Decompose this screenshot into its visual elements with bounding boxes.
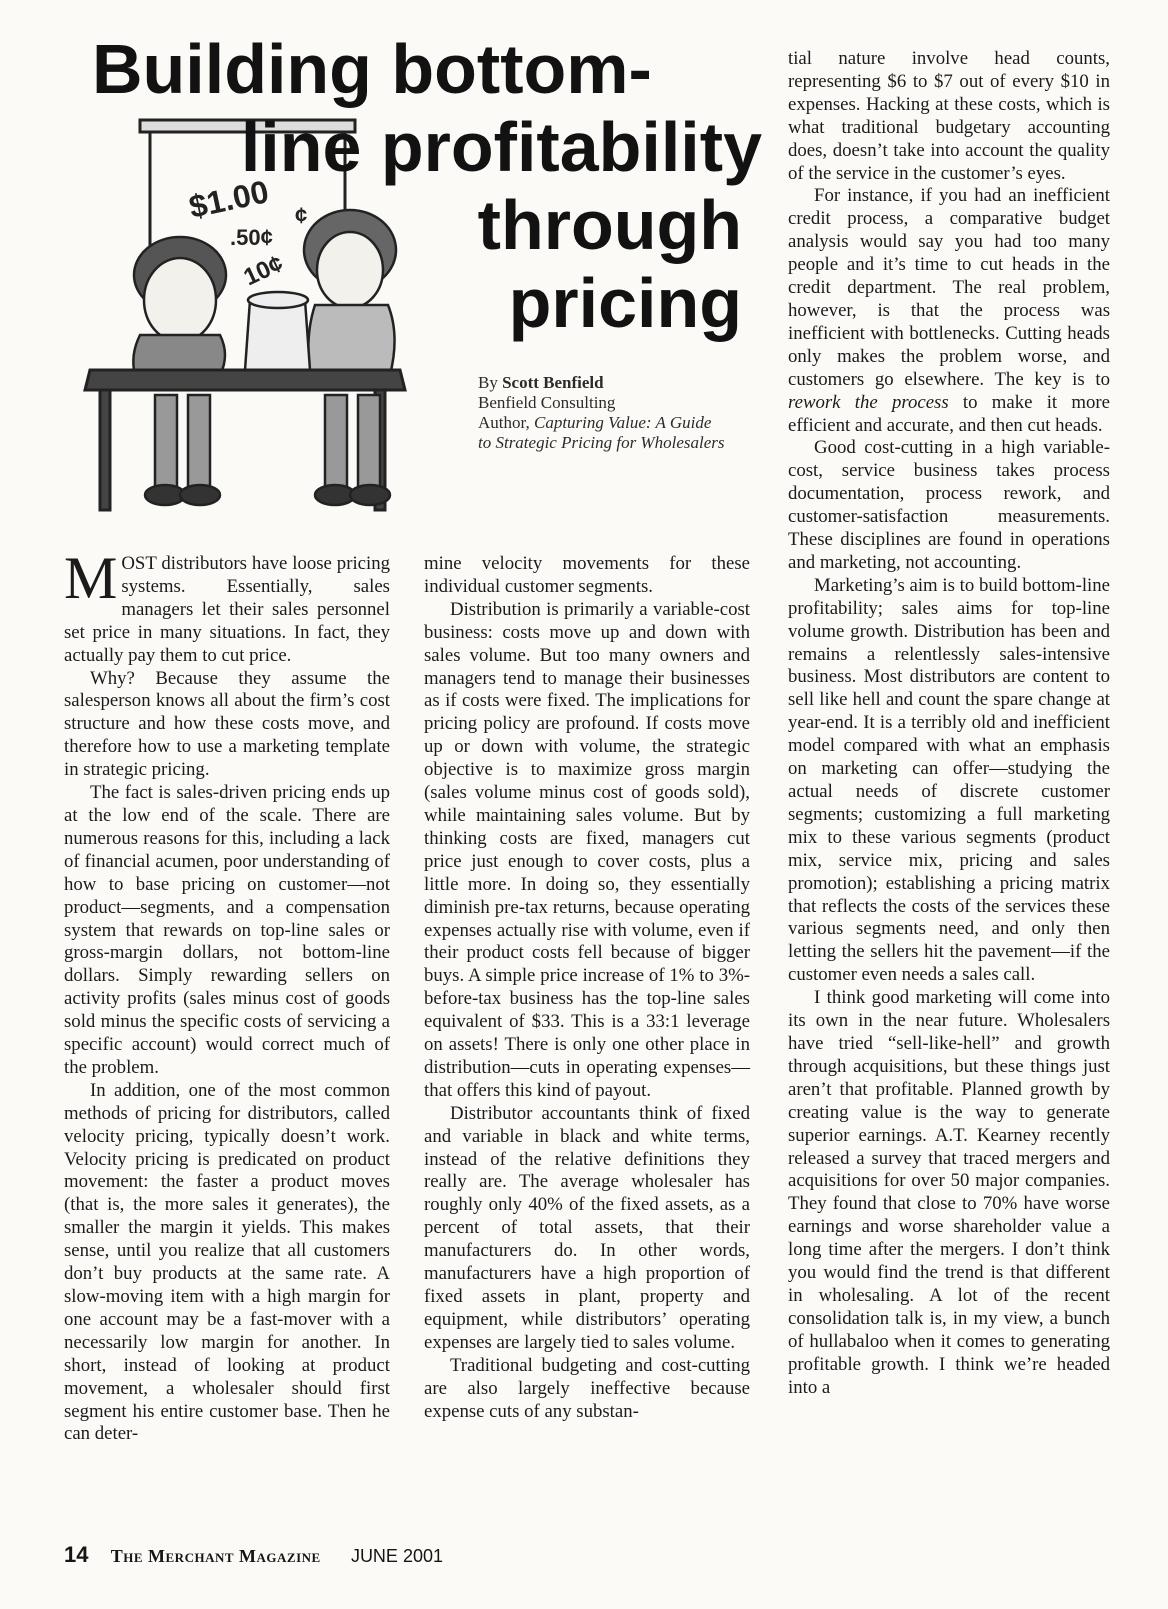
paragraph: Good cost-cutting in a high variable-cost, service business takes process documentation, process rework, and customer-satisfaction measurements. These disciplines are found in operations and marketing, not accounting. bbox=[788, 437, 1110, 573]
paragraph: For instance, if you had an inefficient credit process, a comparative budget analysis would say you had too many people and it’s time to cut heads in the credit department. The real problem, however, is that the process was inefficient with bottlenecks. Cutting heads only makes the problem worse, and customers go elsewhere. The key is to rework the process to make it more efficient and accurate, and then cut heads. bbox=[788, 185, 1110, 436]
paragraph: tial nature involve head counts, representing $6 to $7 out of every $10 in expenses. Hacking at these costs, which is what traditional budgetary accounting does, doesn’t take into account the quality of the service in the customer’s eyes. bbox=[788, 48, 1110, 184]
article-title bbox=[72, 30, 762, 342]
page-footer bbox=[64, 1542, 443, 1568]
title-line-1: Building bottom- bbox=[92, 30, 652, 108]
paragraph: MOST distributors have loose pricing systems. Essentially, sales managers let their sales personnel set price in many situations. In fact, they actually pay them to cut price. bbox=[64, 545, 390, 666]
byline bbox=[478, 373, 758, 453]
author-name: Scott Benfield bbox=[502, 373, 604, 392]
sign-price-1: $1.00 bbox=[185, 173, 272, 226]
paragraph: The fact is sales-driven pricing ends up at the low end of the scale. There are numerous reasons for this, including a lack of financial acumen, poor understanding of how to base pricing on customer—not product—segments, and a compensation system that rewards on top-line sales or gross-margin dollars, not bottom-line dollars. Simply rewarding sellers on activity profits (sales minus cost of goods sold minus the specific costs of servicing a specific account) would correct much of the problem. bbox=[64, 782, 390, 1078]
paragraph: Why? Because they assume the salesperson knows all about the firm’s cost structure and how these costs move, and therefore how to use a marketing template in strategic pricing. bbox=[64, 667, 390, 781]
title-line-2: line profitability bbox=[240, 108, 762, 186]
column-2 bbox=[424, 553, 750, 1423]
page-number: 14 bbox=[64, 1542, 89, 1567]
paragraph: Traditional budgeting and cost-cutting are also largely ineffective because expense cuts of any substan- bbox=[424, 1354, 750, 1422]
author-company: Benfield Consulting bbox=[478, 393, 616, 412]
column-3 bbox=[788, 48, 1110, 1399]
paragraph: Distributor accountants think of fixed and variable in black and white terms, instead of the relative definitions they really are. The average wholesaler has roughly only 40% of the fixed assets, as a percent of total assets, that their manufacturers do. In other words, manufacturers have a high proportion of fixed assets in plant, property and equipment, while distributors’ operating expenses are largely tied to sales volume. bbox=[424, 1102, 750, 1353]
sign-price-3: 10¢ bbox=[239, 249, 288, 292]
title-line-3: through bbox=[477, 186, 742, 264]
sign-price-2: .50¢ bbox=[230, 225, 273, 250]
author-prefix: Author, bbox=[478, 413, 530, 432]
sign-price-4: ¢ bbox=[295, 203, 308, 228]
drop-cap: M bbox=[64, 545, 118, 611]
paragraph: Marketing’s aim is to build bottom-line profitability; sales aims for top-line volume growth. Distribution has been and remains a relentlessly sales-intensive business. Most distributors are content to sell like hell and count the spare change at year-end. It is a terribly old and inefficient model compared with what an emphasis on marketing can offer—studying the actual needs of discrete customer segments; customizing a full marketing mix to these various segments (product mix, service mix, pricing and sales promotion); establishing a pricing matrix that reflects the costs of the services these various segments need, and only then letting the sellers hit the pavement—if the customer even needs a sales call. bbox=[788, 574, 1110, 986]
issue-date: JUNE 2001 bbox=[350, 1546, 443, 1566]
byline-by: By bbox=[478, 373, 498, 392]
column-1 bbox=[64, 545, 390, 1446]
book-title-2: to Strategic Pricing for Wholesalers bbox=[478, 433, 725, 452]
paragraph: I think good marketing will come into its own in the near future. Wholesalers have tried “sell-like-hell” and growth through acquisitions, but these things just aren’t that profitable. Planned growth by creating value is the way to generate superior earnings. A.T. Kearney recently released a survey that traced mergers and acquisitions for over 50 major companies. They found that close to 70% have worse earnings and worse shareholder value a long time after the mergers. I don’t think you would find the trend is that different in wholesaling. A lot of the recent consolidation talk is, in my view, a bunch of hullabaloo when it comes to generating profitable growth. I think we’re headed into a bbox=[788, 987, 1110, 1398]
paragraph: mine velocity movements for these individual customer segments. bbox=[424, 553, 750, 597]
magazine-name: The Merchant Magazine bbox=[110, 1546, 321, 1566]
paragraph: Distribution is primarily a variable-cost business: costs move up and down with sales volume. But too many owners and managers tend to manage their businesses as if costs were fixed. The implications for pricing policy are profound. If costs move up or down with volume, the strategic objective is to maximize gross margin (sales volume minus cost of goods sold), while maintaining sales volume. But by thinking costs are fixed, managers cut price just enough to cover costs, plus a little more. In doing so, they essentially diminish pre-tax returns, because operating expenses actually rise with volume, even if their product costs fell because of bigger buys. A simple price increase of 1% to 3%-before-tax business has the top-line sales equivalent of $33. This is a 33:1 leverage on assets! There is only one other place in distribution—cuts in operating expenses—that offers this kind of payout. bbox=[424, 598, 750, 1101]
paragraph: In addition, one of the most common methods of pricing for distributors, called velocity pricing, typically doesn’t work. Velocity pricing is predicated on product movement: the faster a product moves (that is, the more sales it generates), the smaller the margin it yields. This makes sense, until you realize that all customers don’t buy products at the same rate. A slow-moving item with a high margin for one account may be a fast-mover with a necessarily low margin for another. In short, instead of looking at product movement, a wholesaler should first segment his entire customer base. Then he can deter- bbox=[64, 1079, 390, 1445]
title-line-4: pricing bbox=[508, 264, 742, 342]
book-title-1: Capturing Value: A Guide bbox=[533, 413, 712, 432]
